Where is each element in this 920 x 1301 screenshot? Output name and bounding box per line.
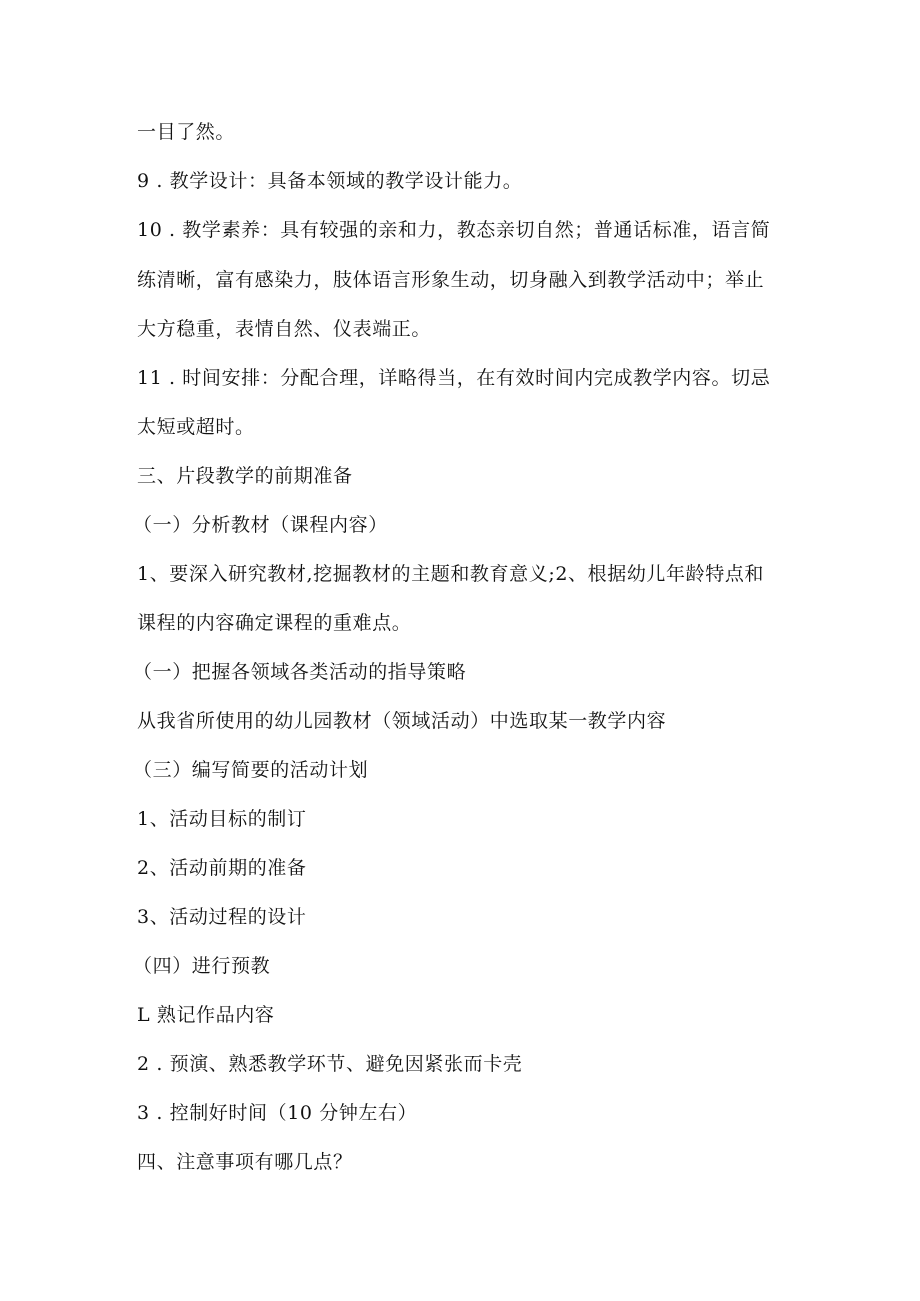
list-item-preview: 2 . 预演、熟悉教学环节、避免因紧张而卡壳 (137, 1053, 523, 1075)
text-line-6: 11 . 时间安排：分配合理，详略得当，在有效时间内完成教学内容。切忌 (137, 367, 771, 389)
text-line-1: 一目了然。 (137, 121, 236, 143)
text-line-7: 太短或超时。 (137, 416, 255, 438)
text-line-11: 课程的内容确定课程的重难点。 (137, 612, 412, 634)
section-heading-3: 三、片段教学的前期准备 (137, 465, 353, 487)
subheading-activity-plan: （三）编写简要的活动计划 (133, 759, 369, 781)
text-line-5: 大方稳重，表情自然、仪表端正。 (137, 318, 432, 340)
list-item-goal: 1、活动目标的制订 (137, 808, 307, 830)
subheading-guidance-strategy: （一）把握各领域各类活动的指导策略 (133, 661, 467, 683)
list-item-memorize: L 熟记作品内容 (137, 1004, 275, 1026)
text-line-4: 练清晰，富有感染力，肢体语言形象生动，切身融入到教学活动中；举止 (137, 269, 765, 291)
text-line-2: 9 . 教学设计：具备本领域的教学设计能力。 (137, 170, 523, 192)
subheading-rehearsal: （四）进行预教 (133, 955, 271, 977)
subheading-analyze-material: （一）分析教材（课程内容） (133, 514, 388, 536)
text-line-13: 从我省所使用的幼儿园教材（领域活动）中选取某一教学内容 (137, 710, 667, 732)
text-line-3: 10 . 教学素养：具有较强的亲和力，教态亲切自然；普通话标准，语言简 (137, 219, 771, 241)
section-heading-4: 四、注意事项有哪几点？ (137, 1151, 353, 1173)
list-item-time-control: 3 . 控制好时间（10 分钟左右） (137, 1102, 418, 1124)
text-line-10: 1、要深入研究教材,挖掘教材的主题和教育意义;2、根据幼儿年龄特点和 (137, 563, 765, 585)
list-item-preparation: 2、活动前期的准备 (137, 857, 307, 879)
list-item-process: 3、活动过程的设计 (137, 906, 307, 928)
